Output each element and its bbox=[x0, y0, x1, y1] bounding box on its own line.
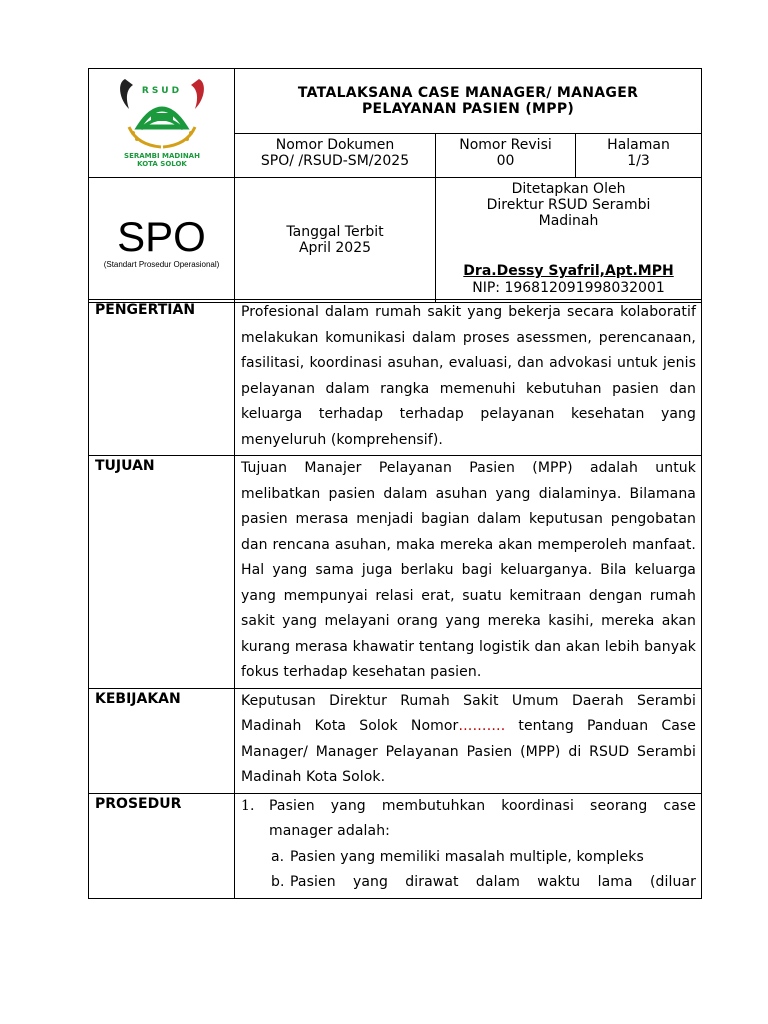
sub-list-item-text: Pasien yang memiliki masalah multiple, kompleks bbox=[290, 848, 644, 865]
revision-label: Nomor Revisi bbox=[459, 136, 552, 153]
prosedur-row bbox=[89, 793, 702, 898]
list-item bbox=[241, 794, 696, 845]
kebijakan-text bbox=[235, 688, 702, 793]
spo-heading: SPO bbox=[117, 213, 206, 260]
prosedur-label: PROSEDUR bbox=[89, 793, 235, 898]
signatory-nip: NIP: 196812091998032001 bbox=[472, 280, 665, 296]
document-title bbox=[235, 69, 702, 134]
kebijakan-row bbox=[89, 688, 702, 793]
revision-value: 00 bbox=[496, 152, 515, 169]
issue-date-value: April 2025 bbox=[298, 240, 372, 256]
list-item-number: 1. bbox=[241, 797, 255, 814]
pengertian-row bbox=[89, 300, 702, 456]
prosedur-content bbox=[235, 793, 702, 898]
svg-text:KOTA SOLOK: KOTA SOLOK bbox=[137, 160, 187, 168]
tujuan-text: Tujuan Manajer Pelayanan Pasien (MPP) adalah untuk melibatkan pasien dalam asuhan yang dialaminya. Bilamana pasien merasa menjadi bagian dalam keputusan pengobatan dan rencana asuhan, maka mereka akan memperoleh manfaat. Hal yang sama juga berlaku bagi keluarganya. Bila keluarga yang mempunyai relasi erat, suatu kemitraan dengan rumah sakit yang melayani orang yang mereka kasihi, mereka akan kurang merasa khawatir tentang logistik dan akan lebih banyak fokus terhadap kesehatan pasien. bbox=[235, 456, 702, 689]
svg-text:RSUD: RSUD bbox=[141, 86, 183, 96]
spo-subtitle: (Standart Prosedur Operasional) bbox=[103, 260, 220, 269]
page-cell bbox=[576, 133, 702, 177]
sub-list-item bbox=[241, 845, 696, 871]
kebijakan-text-after: tentang Panduan Case Manager/ Manager Pelayanan Pasien (MPP) di RSUD Serambi Madinah Kota Solok. bbox=[241, 718, 696, 785]
kebijakan-text-before: Keputusan Direktur Rumah Sakit Umum Daerah Serambi Madinah Kota Solok Nomor bbox=[241, 692, 696, 734]
svg-text:SERAMBI MADINAH: SERAMBI MADINAH bbox=[124, 152, 200, 160]
document-number-label: Nomor Dokumen bbox=[275, 136, 395, 153]
roof-left-icon bbox=[120, 79, 133, 109]
sub-list-item bbox=[241, 870, 696, 896]
hospital-logo bbox=[89, 69, 234, 173]
sub-list-item-text: Pasien yang dirawat dalam waktu lama (diluar bbox=[290, 874, 696, 890]
roof-right-icon bbox=[191, 79, 204, 109]
spo-cell bbox=[89, 178, 235, 303]
header-table bbox=[88, 68, 702, 303]
document-number-cell bbox=[235, 133, 436, 177]
document-number-value: SPO/ /RSUD-SM/2025 bbox=[260, 152, 410, 169]
title-line-2: PELAYANAN PASIEN (MPP) bbox=[361, 100, 575, 117]
tujuan-row bbox=[89, 456, 702, 689]
sub-list-item-letter: a. bbox=[271, 848, 285, 865]
approval-cell bbox=[436, 178, 702, 303]
page-label: Halaman bbox=[607, 136, 670, 153]
issue-date-cell bbox=[235, 178, 436, 303]
tujuan-label: TUJUAN bbox=[89, 456, 235, 689]
approval-line-3: Madinah bbox=[538, 213, 599, 229]
revision-cell bbox=[436, 133, 576, 177]
content-table bbox=[88, 299, 702, 899]
pengertian-text: Profesional dalam rumah sakit yang bekerja secara kolaboratif melakukan komunikasi dalam proses asessmen, perencanaan, fasilitasi, koordinasi asuhan, evaluasi, dan advokasi untuk jenis pelayanan dalam rangka memenuhi kebutuhan pasien dan keluarga terhadap terhadap pelayanan kesehatan yang menyeluruh (komprehensif). bbox=[235, 300, 702, 456]
approval-line-2: Direktur RSUD Serambi bbox=[486, 197, 651, 213]
kebijakan-number-placeholder: ………. bbox=[458, 718, 506, 734]
pengertian-label: PENGERTIAN bbox=[89, 300, 235, 456]
kebijakan-label: KEBIJAKAN bbox=[89, 688, 235, 793]
logo-cell bbox=[89, 69, 235, 178]
list-item-text: Pasien yang membutuhkan koordinasi seorang case manager adalah: bbox=[269, 797, 696, 839]
approval-line-1: Ditetapkan Oleh bbox=[511, 181, 626, 197]
signatory-name: Dra.Dessy Syafril,Apt.MPH bbox=[463, 263, 674, 279]
page-value: 1/3 bbox=[627, 152, 650, 169]
issue-date-label: Tanggal Terbit bbox=[286, 224, 384, 240]
title-line-1: TATALAKSANA CASE MANAGER/ MANAGER bbox=[297, 84, 639, 101]
sub-list-item-letter: b. bbox=[271, 874, 285, 890]
